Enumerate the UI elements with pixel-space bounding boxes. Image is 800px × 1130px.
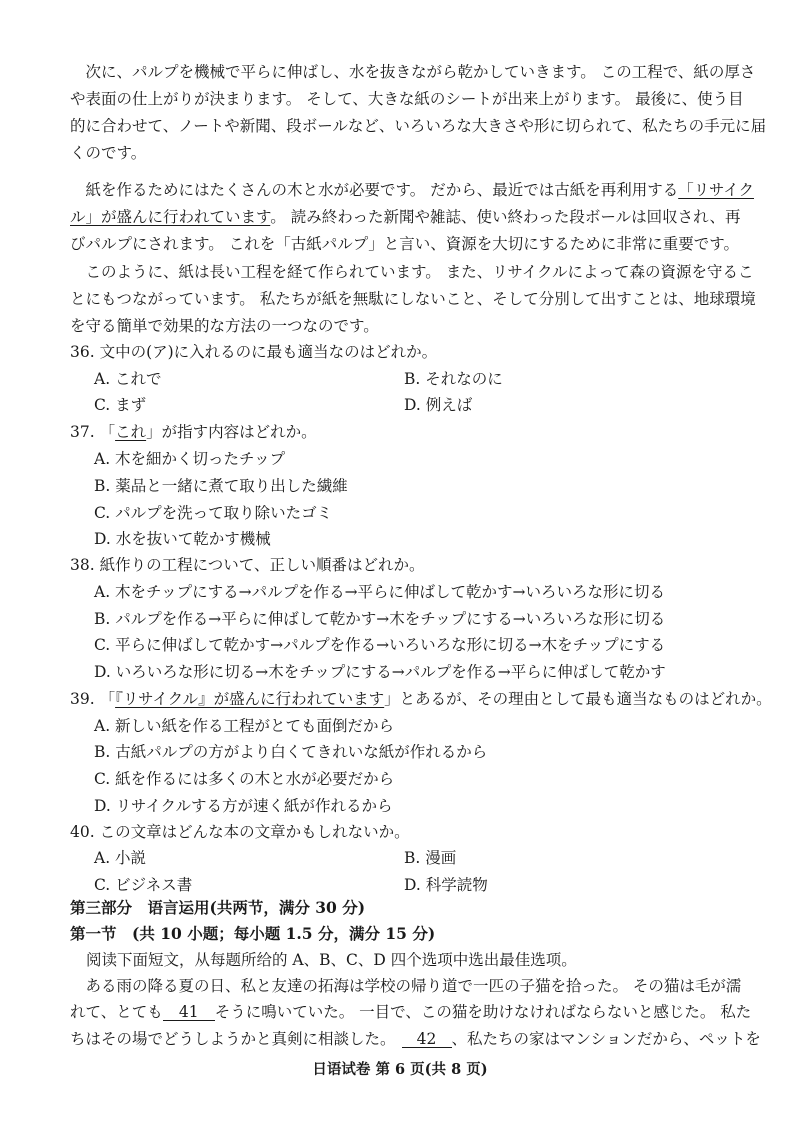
q39-option-b[interactable]: B. 古紙パルプの方がより白くてきれいな紙が作れるから: [94, 743, 488, 761]
underlined-recycle: 「リサイク: [678, 181, 754, 199]
section-3-title: 第三部分 语言运用(共两节，满分 30 分): [70, 898, 366, 917]
q39-underlined: 『リサイクル』が盛んに行われています: [115, 690, 385, 708]
passage-line: [70, 180, 754, 200]
passage-line: [70, 207, 741, 227]
q39-option-a[interactable]: A. 新しい紙を作る工程がとても面倒だから: [94, 717, 395, 735]
q37-option-c[interactable]: C. パルプを洗って取り除いたゴミ: [94, 504, 333, 522]
passage-text: 。 読み終わった新聞や雑誌、使い終わった段ボールは回収され、再: [270, 208, 741, 226]
q37-stem-pre: 37. 「: [70, 423, 116, 441]
q38-option-b[interactable]: B. パルプを作る→平らに伸ばして乾かす→木をチップにする→いろいろな形に切る: [94, 610, 666, 628]
q36-option-d[interactable]: D. 例えば: [404, 396, 473, 414]
question-40-stem: 40. この文章はどんな本の文章かもしれないか。: [70, 823, 410, 841]
q40-option-a[interactable]: A. 小説: [94, 849, 147, 867]
passage2-text: れて、とても: [70, 1003, 163, 1021]
q40-option-b[interactable]: B. 漫画: [404, 849, 457, 867]
passage-line: を守る簡単で効果的な方法の一つなのです。: [70, 317, 379, 335]
q37-underlined: これ: [115, 423, 147, 441]
passage-line: このように、紙は長い工程を経て作られています。 また、リサイクルによって森の資源を守るこ: [70, 263, 754, 281]
question-39-stem: [70, 689, 772, 709]
passage-line: や表面の仕上がりが決まります。 そして、大きな紙のシートが出来上がります。 最後に、使う目: [70, 90, 744, 108]
passage2-text: 、私たちの家はマンションだから、ペットを: [451, 1030, 761, 1048]
passage2-line: [70, 1002, 751, 1022]
q37-option-d[interactable]: D. 水を抜いて乾かす機械: [94, 530, 271, 548]
passage2-line: [70, 1029, 761, 1049]
q39-stem-pre: 39. 「: [70, 690, 116, 708]
passage2-line: ある雨の降る夏の日、私と友達の拓海は学校の帰り道で一匹の子猫を拾った。 その猫は毛が濡: [70, 977, 742, 995]
q38-option-d[interactable]: D. いろいろな形に切る→木をチップにする→パルプを作る→平らに伸ばして乾かす: [94, 663, 666, 681]
q40-option-d[interactable]: D. 科学読物: [404, 876, 488, 894]
passage-text: 紙を作るためにはたくさんの木と水が必要です。 だから、最近では古紙を再利用する: [70, 181, 679, 199]
q37-option-a[interactable]: A. 木を細かく切ったチップ: [94, 450, 286, 468]
passage-line: びパルプにされます。 これを「古紙パルプ」と言い、資源を大切にするために非常に重要です。: [70, 235, 739, 253]
q36-option-c[interactable]: C. まず: [94, 396, 147, 414]
q36-option-b[interactable]: B. それなのに: [404, 370, 503, 388]
question-37-stem: [70, 422, 317, 442]
blank-42[interactable]: 42: [402, 1031, 452, 1048]
q37-option-b[interactable]: B. 薬品と一緒に煮て取り出した繊維: [94, 477, 348, 495]
q36-option-a[interactable]: A. これで: [94, 370, 162, 388]
passage-line: くのです。: [70, 144, 147, 162]
passage2-text: ちはその場でどうしようかと真剣に相談した。: [70, 1030, 396, 1048]
section-3-instruction: 阅读下面短文，从每题所给的 A、B、C、D 四个选项中选出最佳选项。: [86, 951, 577, 969]
passage-line: 次に、パルプを機械で平らに伸ばし、水を抜きながら乾かしていきます。 この工程で、紙の厚さ: [70, 63, 756, 81]
q39-stem-post: 」とあるが、その理由として最も適当なものはどれか。: [384, 690, 772, 708]
underlined-recycle-cont: ル」が盛んに行われています: [70, 208, 271, 226]
q38-option-c[interactable]: C. 平らに伸ばして乾かす→パルプを作る→いろいろな形に切る→木をチップにする: [94, 636, 666, 654]
blank-41[interactable]: 41: [163, 1004, 215, 1021]
section-3-subtitle: 第一节 (共 10 小题；每小题 1.5 分，满分 15 分): [70, 924, 436, 943]
q39-option-d[interactable]: D. リサイクルする方が速く紙が作れるから: [94, 797, 393, 815]
passage2-text: そうに鳴いていた。 一目で、この猫を助けなければならないと感じた。 私た: [214, 1003, 752, 1021]
question-38-stem: 38. 紙作りの工程について、正しい順番はどれか。: [70, 556, 425, 574]
q37-stem-post: 」が指す内容はどれか。: [146, 423, 317, 441]
passage-line: 的に合わせて、ノートや新聞、段ボールなど、いろいろな大きさや形に切られて、私たちの手元に届: [70, 117, 767, 135]
passage-line: とにもつながっています。 私たちが紙を無駄にしないこと、そして分別して出すことは、地球環境: [70, 290, 756, 308]
q39-option-c[interactable]: C. 紙を作るには多くの木と水が必要だから: [94, 770, 395, 788]
question-36-stem: 36. 文中の(ア)に入れるのに最も適当なのはどれか。: [70, 343, 438, 361]
page-footer: 日语试卷 第 6 页(共 8 页): [312, 1061, 488, 1078]
q40-option-c[interactable]: C. ビジネス書: [94, 876, 193, 894]
q38-option-a[interactable]: A. 木をチップにする→パルプを作る→平らに伸ばして乾かす→いろいろな形に切る: [94, 583, 666, 601]
